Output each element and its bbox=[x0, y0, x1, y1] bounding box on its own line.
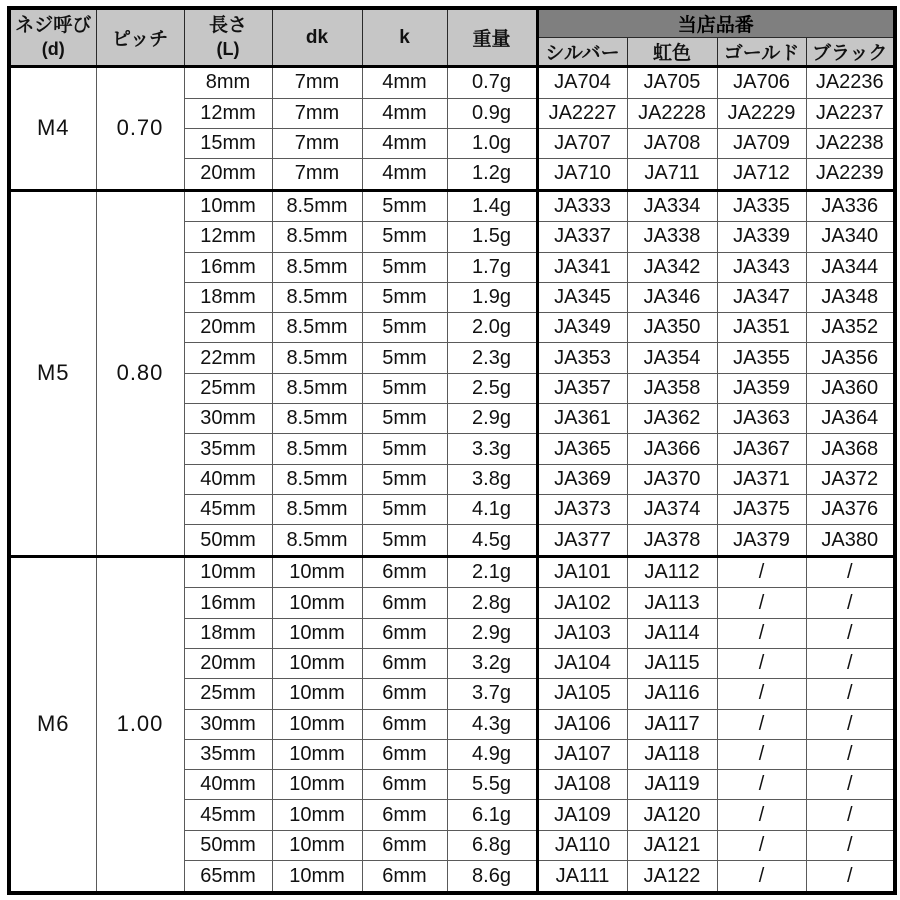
part-silver-cell: JA102 bbox=[537, 588, 627, 618]
k-cell: 6mm bbox=[362, 861, 447, 893]
header-length-sub: (L) bbox=[216, 39, 240, 60]
weight-cell: 2.9g bbox=[447, 404, 537, 434]
k-cell: 6mm bbox=[362, 830, 447, 860]
dk-cell: 8.5mm bbox=[272, 373, 362, 403]
weight-cell: 0.7g bbox=[447, 67, 537, 99]
part-gold-cell: JA379 bbox=[717, 525, 806, 557]
part-silver-cell: JA103 bbox=[537, 618, 627, 648]
part-black-cell: / bbox=[806, 618, 895, 648]
part-rainbow-cell: JA358 bbox=[627, 373, 717, 403]
header-screw-size-label: ネジ呼び bbox=[15, 15, 92, 37]
dk-cell: 7mm bbox=[272, 67, 362, 99]
k-cell: 6mm bbox=[362, 679, 447, 709]
header-length-label: 長さ bbox=[208, 15, 247, 37]
part-black-cell: / bbox=[806, 556, 895, 588]
length-cell: 10mm bbox=[184, 556, 272, 588]
part-silver-cell: JA377 bbox=[537, 525, 627, 557]
length-cell: 16mm bbox=[184, 588, 272, 618]
part-silver-cell: JA333 bbox=[537, 190, 627, 222]
part-rainbow-cell: JA116 bbox=[627, 679, 717, 709]
part-rainbow-cell: JA354 bbox=[627, 343, 717, 373]
dk-cell: 8.5mm bbox=[272, 464, 362, 494]
part-black-cell: JA380 bbox=[806, 525, 895, 557]
part-silver-cell: JA361 bbox=[537, 404, 627, 434]
weight-cell: 3.3g bbox=[447, 434, 537, 464]
part-rainbow-cell: JA705 bbox=[627, 67, 717, 99]
table-row bbox=[9, 190, 895, 222]
length-cell: 40mm bbox=[184, 464, 272, 494]
length-cell: 15mm bbox=[184, 128, 272, 158]
header-silver: シルバー bbox=[537, 38, 627, 67]
k-cell: 5mm bbox=[362, 252, 447, 282]
table-header bbox=[9, 8, 895, 67]
part-silver-cell: JA341 bbox=[537, 252, 627, 282]
dk-cell: 7mm bbox=[272, 159, 362, 191]
dk-cell: 10mm bbox=[272, 618, 362, 648]
weight-cell: 4.3g bbox=[447, 709, 537, 739]
length-cell: 65mm bbox=[184, 861, 272, 893]
header-rainbow: 虹色 bbox=[627, 38, 717, 67]
k-cell: 6mm bbox=[362, 709, 447, 739]
length-cell: 40mm bbox=[184, 770, 272, 800]
k-cell: 5mm bbox=[362, 282, 447, 312]
length-cell: 50mm bbox=[184, 525, 272, 557]
length-cell: 35mm bbox=[184, 739, 272, 769]
part-silver-cell: JA108 bbox=[537, 770, 627, 800]
k-cell: 4mm bbox=[362, 98, 447, 128]
part-gold-cell: JA359 bbox=[717, 373, 806, 403]
header-row-1 bbox=[9, 8, 895, 38]
part-silver-cell: JA373 bbox=[537, 494, 627, 524]
part-gold-cell: / bbox=[717, 770, 806, 800]
part-gold-cell: / bbox=[717, 648, 806, 678]
dk-cell: 8.5mm bbox=[272, 404, 362, 434]
dk-cell: 7mm bbox=[272, 98, 362, 128]
part-gold-cell: / bbox=[717, 709, 806, 739]
part-black-cell: / bbox=[806, 679, 895, 709]
part-rainbow-cell: JA115 bbox=[627, 648, 717, 678]
header-screw-size-sub: (d) bbox=[41, 39, 65, 60]
part-black-cell: / bbox=[806, 861, 895, 893]
part-rainbow-cell: JA370 bbox=[627, 464, 717, 494]
length-cell: 25mm bbox=[184, 679, 272, 709]
part-rainbow-cell: JA119 bbox=[627, 770, 717, 800]
k-cell: 5mm bbox=[362, 343, 447, 373]
weight-cell: 2.1g bbox=[447, 556, 537, 588]
dk-cell: 8.5mm bbox=[272, 222, 362, 252]
weight-cell: 2.0g bbox=[447, 313, 537, 343]
part-silver-cell: JA369 bbox=[537, 464, 627, 494]
k-cell: 6mm bbox=[362, 739, 447, 769]
length-cell: 20mm bbox=[184, 648, 272, 678]
k-cell: 5mm bbox=[362, 404, 447, 434]
part-rainbow-cell: JA342 bbox=[627, 252, 717, 282]
dk-cell: 10mm bbox=[272, 739, 362, 769]
part-black-cell: JA2239 bbox=[806, 159, 895, 191]
length-cell: 30mm bbox=[184, 709, 272, 739]
header-part-number-group: 当店品番 bbox=[537, 8, 895, 38]
table-row bbox=[9, 556, 895, 588]
dk-cell: 8.5mm bbox=[272, 343, 362, 373]
k-cell: 4mm bbox=[362, 67, 447, 99]
part-gold-cell: JA2229 bbox=[717, 98, 806, 128]
pitch-cell: 0.70 bbox=[96, 67, 184, 191]
part-gold-cell: JA351 bbox=[717, 313, 806, 343]
weight-cell: 8.6g bbox=[447, 861, 537, 893]
weight-cell: 3.8g bbox=[447, 464, 537, 494]
k-cell: 5mm bbox=[362, 222, 447, 252]
part-black-cell: / bbox=[806, 588, 895, 618]
dk-cell: 10mm bbox=[272, 800, 362, 830]
part-gold-cell: / bbox=[717, 861, 806, 893]
weight-cell: 4.5g bbox=[447, 525, 537, 557]
dk-cell: 10mm bbox=[272, 588, 362, 618]
length-cell: 35mm bbox=[184, 434, 272, 464]
part-black-cell: JA348 bbox=[806, 282, 895, 312]
length-cell: 16mm bbox=[184, 252, 272, 282]
part-gold-cell: / bbox=[717, 556, 806, 588]
header-length bbox=[184, 8, 272, 67]
part-rainbow-cell: JA122 bbox=[627, 861, 717, 893]
part-black-cell: JA376 bbox=[806, 494, 895, 524]
k-cell: 5mm bbox=[362, 525, 447, 557]
part-rainbow-cell: JA334 bbox=[627, 190, 717, 222]
part-rainbow-cell: JA112 bbox=[627, 556, 717, 588]
part-black-cell: / bbox=[806, 770, 895, 800]
part-gold-cell: JA335 bbox=[717, 190, 806, 222]
length-cell: 12mm bbox=[184, 98, 272, 128]
part-gold-cell: JA709 bbox=[717, 128, 806, 158]
part-rainbow-cell: JA708 bbox=[627, 128, 717, 158]
part-gold-cell: JA363 bbox=[717, 404, 806, 434]
k-cell: 5mm bbox=[362, 494, 447, 524]
part-silver-cell: JA101 bbox=[537, 556, 627, 588]
weight-cell: 2.8g bbox=[447, 588, 537, 618]
part-gold-cell: JA712 bbox=[717, 159, 806, 191]
k-cell: 5mm bbox=[362, 434, 447, 464]
part-black-cell: JA356 bbox=[806, 343, 895, 373]
part-rainbow-cell: JA114 bbox=[627, 618, 717, 648]
k-cell: 5mm bbox=[362, 373, 447, 403]
weight-cell: 4.1g bbox=[447, 494, 537, 524]
k-cell: 6mm bbox=[362, 556, 447, 588]
weight-cell: 1.4g bbox=[447, 190, 537, 222]
header-gold: ゴールド bbox=[717, 38, 806, 67]
part-rainbow-cell: JA117 bbox=[627, 709, 717, 739]
weight-cell: 2.3g bbox=[447, 343, 537, 373]
length-cell: 25mm bbox=[184, 373, 272, 403]
part-silver-cell: JA109 bbox=[537, 800, 627, 830]
k-cell: 5mm bbox=[362, 190, 447, 222]
pitch-cell: 1.00 bbox=[96, 556, 184, 893]
part-rainbow-cell: JA118 bbox=[627, 739, 717, 769]
part-black-cell: JA372 bbox=[806, 464, 895, 494]
part-gold-cell: / bbox=[717, 800, 806, 830]
k-cell: 4mm bbox=[362, 128, 447, 158]
dk-cell: 10mm bbox=[272, 679, 362, 709]
part-rainbow-cell: JA338 bbox=[627, 222, 717, 252]
k-cell: 6mm bbox=[362, 800, 447, 830]
k-cell: 5mm bbox=[362, 464, 447, 494]
part-silver-cell: JA107 bbox=[537, 739, 627, 769]
part-rainbow-cell: JA121 bbox=[627, 830, 717, 860]
part-rainbow-cell: JA711 bbox=[627, 159, 717, 191]
part-silver-cell: JA710 bbox=[537, 159, 627, 191]
part-black-cell: / bbox=[806, 800, 895, 830]
part-silver-cell: JA111 bbox=[537, 861, 627, 893]
screw-size-cell: M4 bbox=[9, 67, 96, 191]
dk-cell: 8.5mm bbox=[272, 494, 362, 524]
header-black: ブラック bbox=[806, 38, 895, 67]
dk-cell: 10mm bbox=[272, 830, 362, 860]
part-rainbow-cell: JA350 bbox=[627, 313, 717, 343]
part-black-cell: JA2236 bbox=[806, 67, 895, 99]
part-black-cell: / bbox=[806, 739, 895, 769]
k-cell: 6mm bbox=[362, 588, 447, 618]
weight-cell: 6.8g bbox=[447, 830, 537, 860]
part-black-cell: JA2238 bbox=[806, 128, 895, 158]
header-k: k bbox=[362, 8, 447, 67]
weight-cell: 0.9g bbox=[447, 98, 537, 128]
part-gold-cell: JA367 bbox=[717, 434, 806, 464]
part-black-cell: JA336 bbox=[806, 190, 895, 222]
part-silver-cell: JA349 bbox=[537, 313, 627, 343]
dk-cell: 8.5mm bbox=[272, 434, 362, 464]
part-silver-cell: JA704 bbox=[537, 67, 627, 99]
part-rainbow-cell: JA346 bbox=[627, 282, 717, 312]
weight-cell: 1.2g bbox=[447, 159, 537, 191]
spec-table-body bbox=[9, 67, 895, 894]
k-cell: 4mm bbox=[362, 159, 447, 191]
dk-cell: 10mm bbox=[272, 861, 362, 893]
header-pitch: ピッチ bbox=[96, 8, 184, 67]
header-weight: 重量 bbox=[447, 8, 537, 67]
part-black-cell: JA352 bbox=[806, 313, 895, 343]
pitch-cell: 0.80 bbox=[96, 190, 184, 556]
dk-cell: 8.5mm bbox=[272, 282, 362, 312]
k-cell: 6mm bbox=[362, 770, 447, 800]
part-rainbow-cell: JA366 bbox=[627, 434, 717, 464]
weight-cell: 3.7g bbox=[447, 679, 537, 709]
part-black-cell: JA340 bbox=[806, 222, 895, 252]
part-silver-cell: JA707 bbox=[537, 128, 627, 158]
k-cell: 6mm bbox=[362, 648, 447, 678]
k-cell: 6mm bbox=[362, 618, 447, 648]
part-rainbow-cell: JA120 bbox=[627, 800, 717, 830]
part-gold-cell: JA375 bbox=[717, 494, 806, 524]
length-cell: 30mm bbox=[184, 404, 272, 434]
part-silver-cell: JA365 bbox=[537, 434, 627, 464]
weight-cell: 6.1g bbox=[447, 800, 537, 830]
part-silver-cell: JA106 bbox=[537, 709, 627, 739]
part-silver-cell: JA104 bbox=[537, 648, 627, 678]
part-silver-cell: JA105 bbox=[537, 679, 627, 709]
dk-cell: 10mm bbox=[272, 709, 362, 739]
length-cell: 45mm bbox=[184, 800, 272, 830]
part-black-cell: JA368 bbox=[806, 434, 895, 464]
dk-cell: 8.5mm bbox=[272, 525, 362, 557]
part-gold-cell: / bbox=[717, 679, 806, 709]
length-cell: 18mm bbox=[184, 618, 272, 648]
part-gold-cell: JA371 bbox=[717, 464, 806, 494]
table-row bbox=[9, 67, 895, 99]
part-black-cell: / bbox=[806, 648, 895, 678]
dk-cell: 8.5mm bbox=[272, 313, 362, 343]
part-black-cell: JA2237 bbox=[806, 98, 895, 128]
part-rainbow-cell: JA362 bbox=[627, 404, 717, 434]
part-gold-cell: JA347 bbox=[717, 282, 806, 312]
part-silver-cell: JA110 bbox=[537, 830, 627, 860]
part-rainbow-cell: JA374 bbox=[627, 494, 717, 524]
part-silver-cell: JA345 bbox=[537, 282, 627, 312]
weight-cell: 1.9g bbox=[447, 282, 537, 312]
dk-cell: 10mm bbox=[272, 556, 362, 588]
length-cell: 20mm bbox=[184, 159, 272, 191]
dk-cell: 8.5mm bbox=[272, 252, 362, 282]
part-gold-cell: JA706 bbox=[717, 67, 806, 99]
length-cell: 22mm bbox=[184, 343, 272, 373]
part-gold-cell: / bbox=[717, 618, 806, 648]
length-cell: 50mm bbox=[184, 830, 272, 860]
length-cell: 8mm bbox=[184, 67, 272, 99]
part-gold-cell: / bbox=[717, 739, 806, 769]
k-cell: 5mm bbox=[362, 313, 447, 343]
part-gold-cell: / bbox=[717, 830, 806, 860]
length-cell: 10mm bbox=[184, 190, 272, 222]
header-screw-size bbox=[9, 8, 96, 67]
header-dk: dk bbox=[272, 8, 362, 67]
length-cell: 45mm bbox=[184, 494, 272, 524]
weight-cell: 3.2g bbox=[447, 648, 537, 678]
part-rainbow-cell: JA113 bbox=[627, 588, 717, 618]
length-cell: 20mm bbox=[184, 313, 272, 343]
screw-size-cell: M6 bbox=[9, 556, 96, 893]
weight-cell: 1.0g bbox=[447, 128, 537, 158]
part-black-cell: JA344 bbox=[806, 252, 895, 282]
weight-cell: 1.5g bbox=[447, 222, 537, 252]
length-cell: 18mm bbox=[184, 282, 272, 312]
weight-cell: 1.7g bbox=[447, 252, 537, 282]
length-cell: 12mm bbox=[184, 222, 272, 252]
part-black-cell: / bbox=[806, 709, 895, 739]
dk-cell: 10mm bbox=[272, 770, 362, 800]
weight-cell: 2.5g bbox=[447, 373, 537, 403]
part-black-cell: / bbox=[806, 830, 895, 860]
weight-cell: 4.9g bbox=[447, 739, 537, 769]
part-silver-cell: JA353 bbox=[537, 343, 627, 373]
dk-cell: 8.5mm bbox=[272, 190, 362, 222]
part-black-cell: JA360 bbox=[806, 373, 895, 403]
part-silver-cell: JA337 bbox=[537, 222, 627, 252]
part-rainbow-cell: JA378 bbox=[627, 525, 717, 557]
screw-size-cell: M5 bbox=[9, 190, 96, 556]
weight-cell: 5.5g bbox=[447, 770, 537, 800]
weight-cell: 2.9g bbox=[447, 618, 537, 648]
part-silver-cell: JA357 bbox=[537, 373, 627, 403]
part-silver-cell: JA2227 bbox=[537, 98, 627, 128]
part-black-cell: JA364 bbox=[806, 404, 895, 434]
part-gold-cell: / bbox=[717, 588, 806, 618]
dk-cell: 7mm bbox=[272, 128, 362, 158]
part-rainbow-cell: JA2228 bbox=[627, 98, 717, 128]
spec-table bbox=[7, 6, 897, 895]
part-gold-cell: JA339 bbox=[717, 222, 806, 252]
part-gold-cell: JA343 bbox=[717, 252, 806, 282]
dk-cell: 10mm bbox=[272, 648, 362, 678]
part-gold-cell: JA355 bbox=[717, 343, 806, 373]
